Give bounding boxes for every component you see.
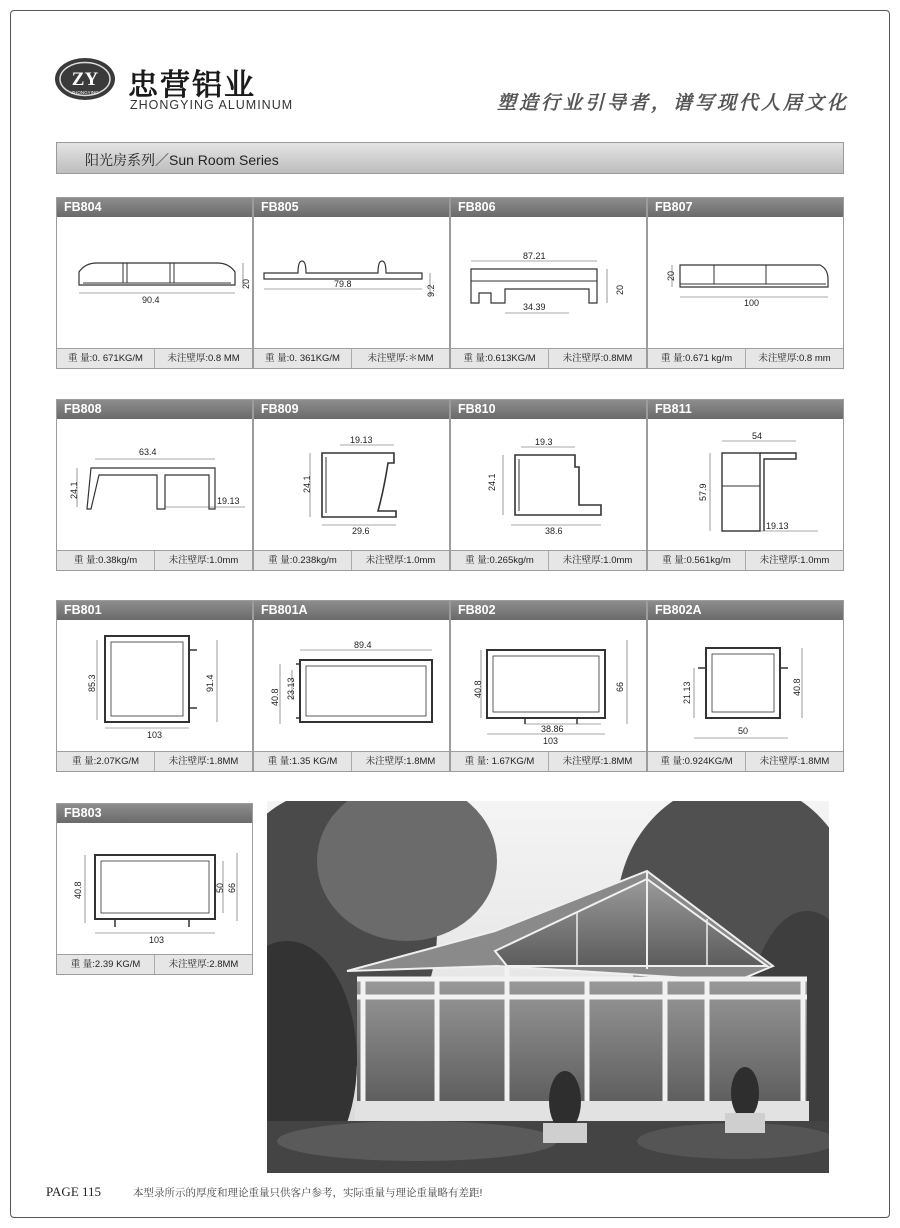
- dim-label: 87.21: [523, 251, 546, 261]
- weight: 重 量:0. 671KG/M: [57, 349, 155, 368]
- dim-label: 66: [615, 681, 625, 692]
- wall-thickness: 未注壁厚:1.0mm: [759, 555, 830, 566]
- wall-thickness: 未注壁厚:1.8MM: [759, 756, 830, 767]
- dim-label: 23.13: [286, 677, 296, 700]
- product-code: FB808: [57, 400, 252, 419]
- dim-label: 57.9: [698, 483, 708, 501]
- profile-drawing: [57, 217, 254, 350]
- product-card-fb808: [56, 399, 253, 571]
- dim-label: 20: [241, 278, 251, 289]
- wall-thickness: 未注壁厚:1.8MM: [168, 756, 239, 767]
- dim-label: 21.13: [682, 681, 692, 704]
- dim-label: 103: [149, 935, 165, 945]
- dim-label: 40.8: [73, 881, 83, 899]
- product-card-fb802: [450, 600, 647, 772]
- product-code: FB804: [57, 198, 252, 217]
- wall-thickness: 未注壁厚:0.8 MM: [167, 353, 240, 364]
- dim-label: 19.13: [766, 521, 789, 531]
- product-card-fb803: [56, 803, 253, 975]
- product-card-fb807: [647, 197, 844, 369]
- wall-thickness: 未注壁厚:＊MM: [367, 353, 434, 364]
- wall-thickness: 未注壁厚:1.0mm: [562, 555, 633, 566]
- product-card-fb805: [253, 197, 450, 369]
- weight: 重 量:0.561kg/m: [648, 551, 746, 570]
- profile-drawing: [451, 620, 648, 753]
- disclaimer: 本型录所示的厚度和理论重量只供客户参考，实际重量与理论重量略有差距!: [133, 1187, 483, 1199]
- logo-text: ZY: [71, 69, 99, 90]
- weight: 重 量:0.924KG/M: [648, 752, 746, 771]
- product-code: FB802A: [648, 601, 843, 620]
- dim-label: 34.39: [523, 302, 546, 312]
- profile-drawing: [57, 823, 254, 956]
- dim-label: 24.1: [487, 473, 497, 491]
- wall-thickness: 未注壁厚:0.8MM: [562, 353, 633, 364]
- product-code: FB806: [451, 198, 646, 217]
- profile-drawing: [648, 217, 845, 350]
- page-number: PAGE 115: [46, 1184, 102, 1199]
- product-code: FB809: [254, 400, 449, 419]
- sunroom-photo: [267, 801, 829, 1173]
- wall-thickness: 未注壁厚:1.8MM: [365, 756, 436, 767]
- dim-label: 100: [744, 298, 760, 308]
- weight: 重 量:0.265kg/m: [451, 551, 549, 570]
- weight: 重 量:0.613KG/M: [451, 349, 549, 368]
- wall-thickness: 未注壁厚:1.0mm: [168, 555, 239, 566]
- profile-drawing: [57, 419, 254, 552]
- dim-label: 89.4: [354, 640, 372, 650]
- weight: 重 量:2.07KG/M: [57, 752, 155, 771]
- section-bar: [56, 142, 844, 174]
- weight: 重 量:0.238kg/m: [254, 551, 352, 570]
- dim-label: 103: [543, 736, 559, 746]
- product-card-fb809: [253, 399, 450, 571]
- zy-logo-icon: [54, 57, 116, 101]
- product-code: FB801: [57, 601, 252, 620]
- slogan: 塑造行业引导者，谱写现代人居文化: [497, 92, 850, 114]
- weight: 重 量:0.671 kg/m: [648, 349, 746, 368]
- product-card-fb802a: [647, 600, 844, 772]
- dim-label: 20: [666, 270, 676, 281]
- dim-label: 85.3: [87, 674, 97, 692]
- dim-label: 54: [752, 431, 763, 441]
- dim-label: 9.2: [426, 284, 436, 297]
- product-code: FB811: [648, 400, 843, 419]
- product-code: FB810: [451, 400, 646, 419]
- section-title: 阳光房系列／Sun Room Series: [85, 152, 279, 168]
- dim-label: 50: [215, 882, 225, 893]
- profile-drawing: [451, 217, 648, 350]
- dim-label: 66: [227, 882, 237, 893]
- product-card-fb801a: [253, 600, 450, 772]
- wall-thickness: 未注壁厚:1.8MM: [562, 756, 633, 767]
- product-card-fb804: [56, 197, 253, 369]
- profile-drawing: [648, 620, 845, 753]
- profile-drawing: [254, 620, 451, 753]
- dim-label: 91.4: [205, 674, 215, 692]
- dim-label: 29.6: [352, 526, 370, 536]
- dim-label: 50: [738, 726, 749, 736]
- weight: 重 量:2.39 KG/M: [57, 955, 155, 974]
- wall-thickness: 未注壁厚:0.8 mm: [758, 353, 831, 364]
- profile-drawing: [254, 419, 451, 552]
- profile-drawing: [254, 217, 451, 350]
- logo-sub: ZHONGYING: [71, 90, 99, 95]
- dim-label: 103: [147, 730, 163, 740]
- dim-label: 90.4: [142, 295, 160, 305]
- dim-label: 38.86: [541, 724, 564, 734]
- profile-drawing: [57, 620, 254, 753]
- dim-label: 20: [615, 284, 625, 295]
- dim-label: 79.8: [334, 279, 352, 289]
- product-code: FB802: [451, 601, 646, 620]
- dim-label: 24.1: [69, 481, 79, 499]
- product-code: FB805: [254, 198, 449, 217]
- weight: 重 量:0.38kg/m: [57, 551, 155, 570]
- product-code: FB801A: [254, 601, 449, 620]
- profile-drawing: [648, 419, 845, 552]
- wall-thickness: 未注壁厚:1.0mm: [365, 555, 436, 566]
- dim-label: 40.8: [473, 680, 483, 698]
- product-card-fb811: [647, 399, 844, 571]
- product-card-fb810: [450, 399, 647, 571]
- dim-label: 19.13: [217, 496, 240, 506]
- product-card-fb801: [56, 600, 253, 772]
- dim-label: 38.6: [545, 526, 563, 536]
- dim-label: 24.1: [302, 475, 312, 493]
- product-card-fb806: [450, 197, 647, 369]
- dim-label: 40.8: [792, 678, 802, 696]
- wall-thickness: 未注壁厚:2.8MM: [168, 959, 239, 970]
- dim-label: 40.8: [270, 688, 280, 706]
- dim-label: 19.13: [350, 435, 373, 445]
- brand-en: ZHONGYING ALUMINUM: [130, 98, 294, 112]
- profile-drawing: [451, 419, 648, 552]
- dim-label: 63.4: [139, 447, 157, 457]
- weight: 重 量: 1.67KG/M: [451, 752, 549, 771]
- dim-label: 19.3: [535, 437, 553, 447]
- product-code: FB803: [57, 804, 252, 823]
- brand-cn: 忠营铝业: [128, 68, 256, 103]
- weight: 重 量:1.35 KG/M: [254, 752, 352, 771]
- weight: 重 量:0. 361KG/M: [254, 349, 352, 368]
- product-code: FB807: [648, 198, 843, 217]
